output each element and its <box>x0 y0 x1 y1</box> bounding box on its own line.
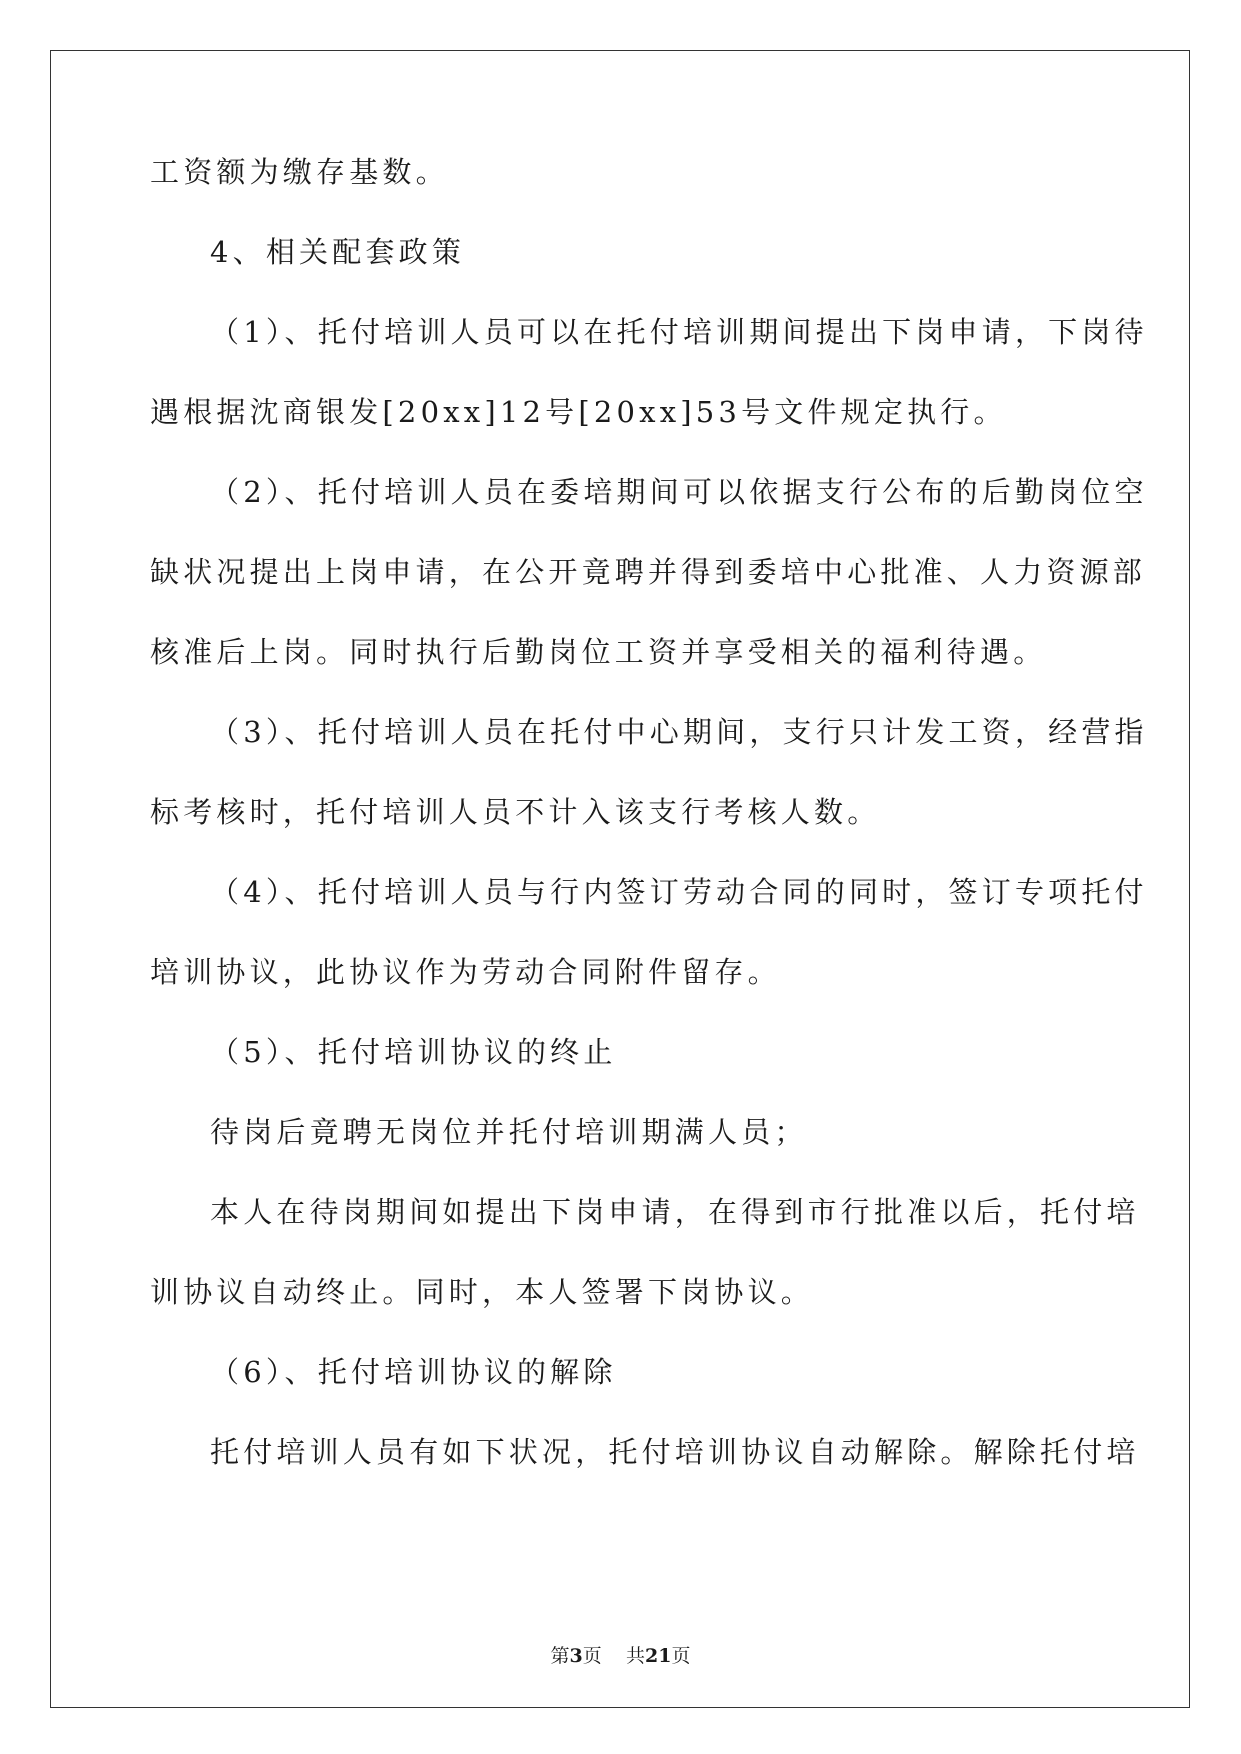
paragraph-line: 工资额为缴存基数。 <box>150 155 449 189</box>
page-footer <box>0 1647 1241 1666</box>
paragraph-line: 训协议自动终止。同时，本人签署下岗协议。 <box>150 1275 815 1309</box>
paragraph-line: （3）、托付培训人员在托付中心期间，支行只计发工资，经营指 <box>210 715 1148 749</box>
paragraph-line: 缺状况提出上岗申请，在公开竟聘并得到委培中心批准、人力资源部 <box>150 555 1147 589</box>
paragraph-line: 培训协议，此协议作为劳动合同附件留存。 <box>150 955 781 989</box>
page-number: 3 <box>569 1645 583 1667</box>
page-prefix: 第 <box>550 1645 570 1667</box>
paragraph-line: 本人在待岗期间如提出下岗申请，在得到市行批准以后，托付培 <box>210 1195 1140 1229</box>
section-heading: 4、相关配套政策 <box>210 235 466 269</box>
paragraph-line: （2）、托付培训人员在委培期间可以依据支行公布的后勤岗位空 <box>210 475 1148 509</box>
total-prefix: 共 <box>625 1645 645 1667</box>
paragraph-line: 遇根据沈商银发[20xx]12号[20xx]53号文件规定执行。 <box>150 395 1007 429</box>
paragraph-line: 标考核时，托付培训人员不计入该支行考核人数。 <box>150 795 881 829</box>
paragraph-line: 托付培训人员有如下状况，托付培训协议自动解除。解除托付培 <box>210 1435 1140 1469</box>
page-suffix: 页 <box>582 1645 602 1667</box>
paragraph-line: 核准后上岗。同时执行后勤岗位工资并享受相关的福利待遇。 <box>150 635 1047 669</box>
paragraph-line: （1）、托付培训人员可以在托付培训期间提出下岗申请，下岗待 <box>210 315 1148 349</box>
paragraph-line: （4）、托付培训人员与行内签订劳动合同的同时，签订专项托付 <box>210 875 1148 909</box>
total-suffix: 页 <box>671 1645 691 1667</box>
paragraph-line: 待岗后竟聘无岗位并托付培训期满人员； <box>210 1115 808 1149</box>
paragraph-line: （5）、托付培训协议的终止 <box>210 1035 617 1069</box>
paragraph-line: （6）、托付培训协议的解除 <box>210 1355 617 1389</box>
total-pages: 21 <box>644 1645 672 1667</box>
